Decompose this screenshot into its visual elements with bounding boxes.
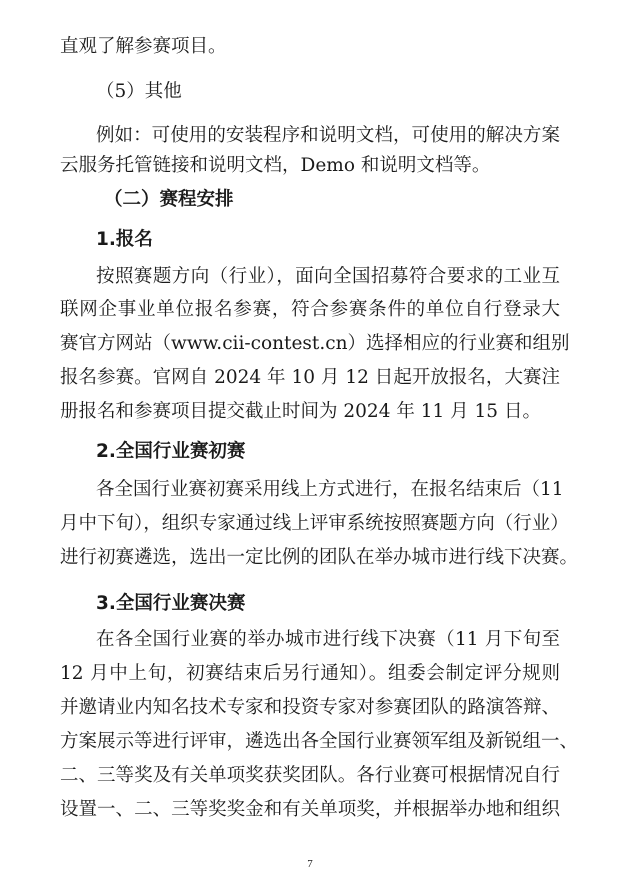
subsection-heading: 3.全国行业赛决赛 bbox=[96, 593, 246, 614]
text-line: 按照赛题方向（行业），面向全国招募符合要求的工业互 bbox=[96, 266, 560, 287]
text-line: 各全国行业赛初赛采用线上方式进行，在报名结束后（11 bbox=[96, 479, 564, 500]
text-line: 方案展示等进行评审，遴选出各全国行业赛领军组及新锐组一、 bbox=[60, 731, 579, 752]
text-line: 直观了解参赛项目。 bbox=[60, 36, 227, 57]
text-line: 报名参赛。官网自 2024 年 10 月 12 日起开放报名，大赛注 bbox=[60, 367, 560, 388]
text-line: 并邀请业内知名技术专家和投资专家对参赛团队的路演答辩、 bbox=[60, 697, 560, 718]
subsection-heading: 1.报名 bbox=[96, 229, 153, 250]
text-line: 云服务托管链接和说明文档，Demo 和说明文档等。 bbox=[60, 155, 491, 176]
text-line: 二、三等奖及有关单项奖获奖团队。各行业赛可根据情况自行 bbox=[60, 765, 560, 786]
text-line: 赛官方网站（www.cii-contest.cn）选择相应的行业赛和组别 bbox=[60, 333, 570, 354]
text-line: 例如：可使用的安装程序和说明文档，可使用的解决方案 bbox=[96, 125, 560, 146]
text-line: 月中下旬），组织专家通过线上评审系统按照赛题方向（行业） bbox=[60, 513, 569, 534]
text-line: 册报名和参赛项目提交截止时间为 2024 年 11 月 15 日。 bbox=[60, 401, 541, 422]
text-line: 设置一、二、三等奖奖金和有关单项奖，并根据举办地和组织 bbox=[60, 799, 560, 820]
text-line: 在各全国行业赛的举办城市进行线下决赛（11 月下旬至 bbox=[96, 629, 560, 650]
section-heading: （二）赛程安排 bbox=[104, 189, 234, 210]
page-number: 7 bbox=[307, 858, 313, 870]
subsection-label: （5）其他 bbox=[96, 81, 182, 102]
text-line: 联网企事业单位报名参赛，符合参赛条件的单位自行登录大 bbox=[60, 299, 560, 320]
text-line: 进行初赛遴选，选出一定比例的团队在举办城市进行线下决赛。 bbox=[60, 547, 579, 568]
subsection-heading: 2.全国行业赛初赛 bbox=[96, 441, 246, 462]
text-line: 12 月中上旬，初赛结束后另行通知）。组委会制定评分规则 bbox=[60, 663, 560, 684]
